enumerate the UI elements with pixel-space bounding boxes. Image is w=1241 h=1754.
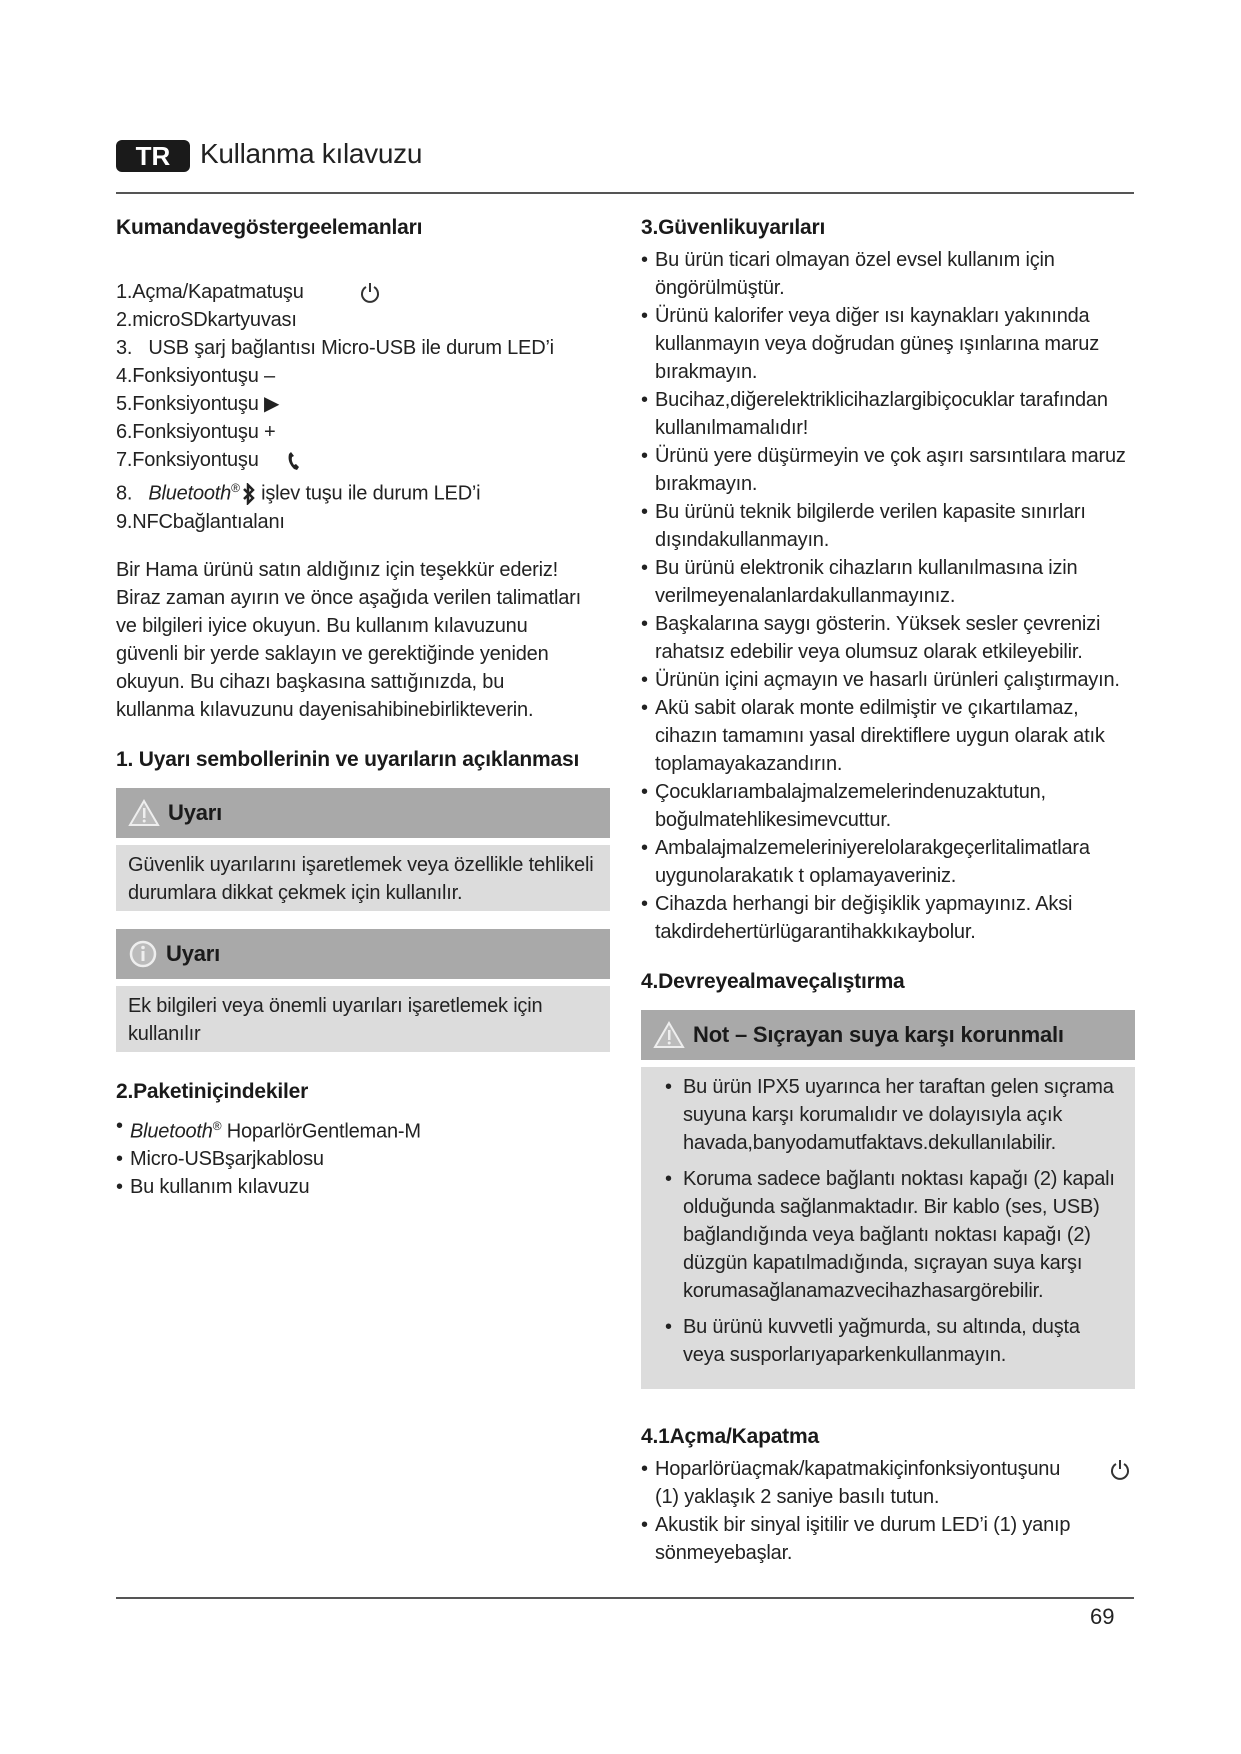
bluetooth-icon — [242, 483, 256, 505]
note-title: Not – Sıçrayan suya karşı korunmalı — [693, 1022, 1064, 1047]
warning-box-header — [116, 788, 610, 838]
item-text: 4.Fonksiyontuşu – — [116, 365, 275, 387]
info-box-body: Ek bilgileri veya önemli uyarıları işaretlemek için kullanılır — [116, 986, 610, 1052]
warning-box — [116, 788, 610, 911]
package-contents-list — [116, 1112, 610, 1202]
list-item: • Bu ürün IPX5 uyarınca her taraftan gelen sıçrama suyuna karşı korumalıdır ve dolayısıyla açık havada,banyodamutfaktavs.dekullanılabilir. — [655, 1073, 1121, 1157]
list-item — [116, 278, 610, 306]
warning-title: Uyarı — [168, 799, 223, 825]
item-text: HoparlörGentleman-M — [221, 1120, 421, 1143]
item-text: 6.Fonksiyontuşu + — [116, 421, 276, 443]
list-item — [116, 390, 610, 418]
warning-box-body: Güvenlik uyarılarını işaretlemek veya özellikle tehlikeli durumlara dikkat çekmek için kullanılır. — [116, 845, 610, 911]
left-column — [116, 214, 610, 1201]
item-text: 1.Açma/Kapatmatuşu — [116, 281, 304, 303]
list-item: • Micro-USBşarjkablosu — [116, 1145, 610, 1173]
list-item: • Koruma sadece bağlantı noktası kapağı (2) kapalı olduğunda sağlanmaktadır. Bir kablo (ses, USB) bağlandığında veya bağlantı noktası kapağı (2) düzgün kapatılmadığında, sıçrayan suya karşı korumasağlanamazvecihazhasargörebilir. — [655, 1165, 1121, 1305]
list-item: • Cihazda herhangi bir değişiklik yapmayınız. Aksi takdirdehertürlügarantihakkıkaybolur. — [641, 890, 1135, 946]
list-item: • Bu ürünü kuvvetli yağmurda, su altında, duşta veya susporlarıyaparkenkullanmayın. — [655, 1313, 1121, 1369]
list-item — [116, 474, 610, 508]
page-title: Kullanma kılavuzu — [200, 138, 423, 169]
brand-name: Bluetooth — [130, 1120, 213, 1143]
list-item: • Ürünü kalorifer veya diğer ısı kaynakları yakınında kullanmayın veya doğrudan güneş ışınlarına maruz bırakmayın. — [641, 302, 1135, 386]
list-item: • Ürünü yere düşürmeyin ve çok aşırı sarsıntılara maruz bırakmayın. — [641, 442, 1135, 498]
power-steps-list — [641, 1455, 1071, 1567]
power-icon — [1109, 1459, 1131, 1481]
registered-mark: ® — [212, 1118, 222, 1133]
section3-heading: 3.Güvenlikuyarıları — [641, 216, 826, 239]
phone-icon — [286, 450, 302, 472]
list-item: • Ürünün içini açmayın ve hasarlı ürünleri çalıştırmayın. — [641, 666, 1135, 694]
item-text: 3. USB şarj bağlantısı Micro-USB ile durum LED’i — [116, 337, 554, 359]
list-item: • Bu kullanım kılavuzu — [116, 1173, 610, 1201]
list-item — [116, 362, 610, 390]
safety-list — [641, 246, 1135, 946]
item-text: 5.Fonksiyontuşu ▶ — [116, 393, 280, 415]
list-item — [116, 418, 610, 446]
list-item — [116, 334, 610, 362]
list-item: • Bu ürünü teknik bilgilerde verilen kapasite sınırları dışındakullanmayın. — [641, 498, 1135, 554]
list-item: • Akustik bir sinyal işitilir ve durum LED’i (1) yanıp sönmeyebaşlar. — [641, 1511, 1071, 1567]
controls-heading: Kumandavegöstergeelemanları — [116, 216, 423, 239]
item-text: 7.Fonksiyontuşu — [116, 449, 259, 471]
list-item: • Bu ürünü elektronik cihazların kullanılmasına izin verilmeyenalanlardakullanmayınız. — [641, 554, 1135, 610]
item-text: 8. — [116, 482, 149, 505]
power-icon — [359, 282, 381, 304]
list-item: • Hoparlörüaçmak/kapatmakiçinfonksiyontuşunu (1) yaklaşık 2 saniye basılı tutun. — [641, 1455, 1071, 1511]
list-item — [116, 1112, 610, 1146]
item-text: 9.NFCbağlantıalanı — [116, 510, 285, 533]
controls-list — [116, 278, 610, 536]
footer-divider — [116, 1597, 1134, 1599]
header-divider — [116, 192, 1134, 194]
list-item: • Akü sabit olarak monte edilmiştir ve çıkartılamaz, cihazın tamamını yasal direktiflere uygun olarak atık toplamayakazandırın. — [641, 694, 1135, 778]
list-item: • Bu ürün ticari olmayan özel evsel kullanım için öngörülmüştür. — [641, 246, 1135, 302]
power-instructions — [641, 1455, 1135, 1567]
language-badge: TR — [116, 140, 190, 172]
list-item: • Çocuklarıambalajmalzemelerindenuzaktutun, boğulmatehlikesimevcuttur. — [641, 778, 1135, 834]
brand-name: Bluetooth — [148, 482, 232, 505]
intro-paragraph: Bir Hama ürünü satın aldığınız için teşekkür ederiz! Biraz zaman ayırın ve önce aşağıda verilen talimatları ve bilgileri iyice okuyun. Bu kullanım kılavuzunu güvenli bir yerde saklayın ve gerektiğinde yeniden okuyun. Bu cihazı başkasına sattığınızda, bu kullanma kılavuzunu dayenisahibinebirlikteverin. — [116, 558, 581, 721]
list-item — [116, 446, 610, 474]
list-item — [116, 508, 610, 536]
item-text: 2.microSDkartyuvası — [116, 309, 297, 331]
note-box — [641, 1010, 1135, 1389]
warning-triangle-icon — [653, 1021, 685, 1049]
section1-heading: 1. Uyarı sembollerinin ve uyarıların açıklanması — [116, 747, 580, 771]
list-item: • Bucihaz,diğerelektriklicihazlargibiçocuklar tarafından kullanılmamalıdır! — [641, 386, 1135, 442]
info-box — [116, 929, 610, 1052]
page-number: 69 — [1090, 1604, 1115, 1629]
info-icon — [128, 939, 158, 969]
note-box-body — [641, 1067, 1135, 1389]
list-item: • Başkalarına saygı gösterin. Yüksek sesler çevrenizi rahatsız edebilir veya olumsuz olarak etkileyebilir. — [641, 610, 1135, 666]
section41-heading: 4.1Açma/Kapatma — [641, 1425, 819, 1448]
item-text: işlev tuşu ile durum LED’i — [255, 482, 481, 505]
note-box-header — [641, 1010, 1135, 1060]
info-title: Uyarı — [166, 940, 221, 966]
list-item: • Ambalajmalzemeleriniyerelolarakgeçerlitalimatlara uygunolarakatık t oplamayaveriniz. — [641, 834, 1135, 890]
right-column — [641, 214, 1135, 1567]
warning-triangle-icon — [128, 799, 160, 827]
section2-heading: 2.Paketiniçindekiler — [116, 1079, 309, 1103]
registered-mark: ® — [231, 481, 240, 495]
list-item — [116, 306, 610, 334]
section4-heading: 4.Devreyealmaveçalıştırma — [641, 970, 905, 993]
info-box-header — [116, 929, 610, 979]
